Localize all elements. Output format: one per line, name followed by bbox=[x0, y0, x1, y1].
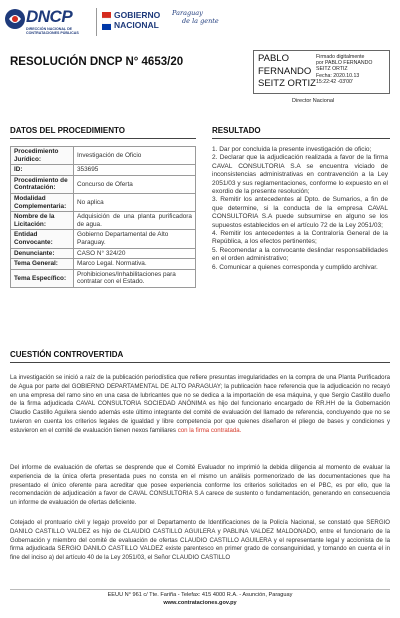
flag-icon bbox=[102, 12, 111, 30]
table-row bbox=[11, 230, 196, 248]
signature-time: 15:22:42 -03'00' bbox=[316, 78, 353, 85]
signer-name-line1: PABLO bbox=[258, 53, 289, 64]
header-divider bbox=[96, 8, 97, 36]
signer-role: Director Nacional bbox=[292, 98, 335, 104]
signature-detail: SEITZ ORTIZ bbox=[316, 66, 348, 73]
result-item: 5. Recomendar a la convocante deslindar responsabilidades en el orden administrativo; bbox=[212, 246, 388, 263]
procedure-field-label: Procedimiento Jurídico: bbox=[11, 147, 74, 165]
issue-heading-rule bbox=[10, 362, 390, 363]
signature-detail: Firmado digitalmente bbox=[316, 54, 365, 60]
title-row bbox=[10, 50, 390, 102]
procedure-field-value: Concurso de Oferta bbox=[74, 175, 196, 193]
dncp-logo bbox=[4, 5, 94, 41]
procedure-field-value: Gobierno Departamental de Alto Paraguay. bbox=[74, 230, 196, 248]
resolution-title: RESOLUCIÓN DNCP N° 4653/20 bbox=[10, 56, 184, 68]
procedure-field-label: Modalidad Complementaria: bbox=[11, 193, 74, 211]
procedure-field-label: Entidad Convocante: bbox=[11, 230, 74, 248]
signature-detail: por PABLO FERNANDO bbox=[316, 60, 373, 67]
gobierno-nacional-logo bbox=[114, 11, 160, 30]
table-row bbox=[11, 259, 196, 270]
procedure-field-value: CASO N° 324/20 bbox=[74, 248, 196, 259]
procedure-field-label: Procedimiento de Contratación: bbox=[11, 175, 74, 193]
slogan-line2: de la gente bbox=[182, 17, 219, 25]
table-row bbox=[11, 212, 196, 230]
issue-paragraph-1-text: La investigación se inició a raíz de la publicación periodística que refiere presuntas irregularidades en la compra de una Planta Purificadora de Agua por parte del GOBIERNO DEPARTAMENTAL DE ALTO PARAGUAY; la publicación hace referencia que la adjudicación no recayó en una empresa del ramo sino en una casa de lubricantes que no se dedica a la importación de esa máquina, y que Sergio Castillo dueño de la firma adjudicada CAVAL CONSULTORIA SOCIEDAD ANÓNIMA es hijo del funcionario encargado de RR.HH de la Gobernación Claudio Castillo Aguilera siendo además este último integrante del comité de evaluación del llamado de referencia, concluyendo que no se tuvieron en cuenta los criterios legales de igualdad y libre competencia por que quienes diseñaron el pliego de bases y condiciones y estuvieron en el comité de evaluación tienen nexos familiares bbox=[10, 374, 390, 434]
signer-name-line3: SEITZ ORTIZ bbox=[258, 78, 316, 89]
result-item: 3. Remitir los antecedentes al Dpto. de Sumarios, a fin de que determine, si la conducta de la empresa CAVAL CONSULTORIA S.A puede subsumirse en alguno se los supuestos establecidos en el artículo 72 de la Ley 2051/03; bbox=[212, 196, 388, 229]
issue-paragraph-1-highlight: con la firma contratada. bbox=[177, 426, 242, 434]
procedure-field-label: Nombre de la Licitación: bbox=[11, 212, 74, 230]
procedure-field-value: No aplica bbox=[74, 193, 196, 211]
result-item: 1. Dar por concluida la presente investigación de oficio; bbox=[212, 146, 372, 153]
procedure-table bbox=[10, 146, 196, 288]
procedure-field-value: Investigación de Oficio bbox=[74, 147, 196, 165]
result-heading: RESULTADO bbox=[212, 126, 261, 135]
gob-line2: NACIONAL bbox=[114, 19, 159, 30]
page-footer bbox=[0, 592, 400, 607]
issue-heading: CUESTIÓN CONTROVERTIDA bbox=[10, 350, 124, 359]
result-item: 6. Comunicar a quienes corresponda y cumplido archivar. bbox=[212, 263, 378, 271]
slogan bbox=[172, 9, 228, 25]
table-row bbox=[11, 193, 196, 211]
table-row bbox=[11, 175, 196, 193]
table-row bbox=[11, 147, 196, 165]
procedure-heading: DATOS DEL PROCEDIMIENTO bbox=[10, 126, 125, 135]
procedure-field-label: ID: bbox=[11, 165, 74, 176]
signature-details bbox=[316, 54, 390, 85]
issue-paragraph-2: Del informe de evaluación de ofertas se desprende que el Comité Evaluador no imprimió la debida diligencia al momento de evaluar la experiencia de la única oferta presentada pues no consta en el mismo un análisis pormenorizado de las documentaciones que ha presentado el único oferente para acreditar que posee experiencia conforme los criterios solicitados en el PBC, es por ello, que la recomendación de adjudicación a favor de CAVAL CONSULTORIA S.A carece de sustento o fundamentación, generando en consecuencia un informe de evaluación de ofertas deficiente. bbox=[10, 464, 390, 507]
procedure-field-value: Adquisición de una planta purificadora de agua. bbox=[74, 212, 196, 230]
table-row bbox=[11, 248, 196, 259]
table-row bbox=[11, 269, 196, 287]
issue-paragraph-3: Cotejado el prontuario civil y legajo proveído por el Departamento de Identificaciones de la Policía Nacional, se constató que SERGIO DANILO CASTILLO VALDEZ es hijo de CLAUDIO CASTILLO AGUILERA y PABLINA VALDEZ MALDONADO, entre el funcionario de la Gobernación y miembro del comité de evaluación de ofertas CLAUDIO CASTILLO AGUILERA y el representante legal y accionista de la firma adjudicada SERGIO DANILO CASTILLO VALDEZ existe parentesco en primer grado de consanguinidad, y tomando en cuenta el in fine del inciso a) del artículo 40 de la Ley 2051/03, el Señor CLAUDIO CASTILLO bbox=[10, 519, 390, 562]
result-item: 2. Declarar que la adjudicación realizada a favor de la firma CAVAL CONSULTORIA S.A se encuentra viciado de inconsistencias administrativas en contravención a la Ley 2051/03 y sus reglamentaciones, conforme lo expuesto en el exordio de la presente resolución; bbox=[212, 154, 388, 196]
procedure-field-label: Denunciante: bbox=[11, 248, 74, 259]
table-row bbox=[11, 165, 196, 176]
issue-paragraph-1 bbox=[10, 374, 390, 436]
dncp-subtitle: DIRECCIÓN NACIONAL DE CONTRATACIONES PÚBLICAS bbox=[26, 27, 79, 36]
gob-line1: GOBIERNO bbox=[114, 10, 161, 20]
result-list bbox=[212, 146, 388, 272]
slogan-line1: Paraguay bbox=[172, 9, 203, 17]
procedure-heading-rule bbox=[10, 138, 196, 139]
signature-date: Fecha: 2020.10.13 bbox=[316, 72, 360, 79]
procedure-field-value: Marco Legal. Normativa. bbox=[74, 259, 196, 270]
footer-website-link[interactable]: www.contrataciones.gov.py bbox=[163, 599, 237, 606]
procedure-field-label: Tema Específico: bbox=[11, 269, 74, 287]
procedure-field-value: Prohibiciones/Inhabilitaciones para contratar con el Estado. bbox=[74, 269, 196, 287]
procedure-field-value: 353695 bbox=[74, 165, 196, 176]
result-item: 4. Remitir los antecedentes a la Contraloría General de la República, a los efectos pertinentes; bbox=[212, 230, 388, 246]
signer-name bbox=[258, 53, 318, 91]
result-heading-rule bbox=[212, 138, 390, 139]
footer-rule bbox=[10, 589, 390, 590]
dncp-wordmark: DNCP bbox=[26, 7, 73, 26]
procedure-field-label: Tema General: bbox=[11, 259, 74, 270]
dncp-emblem-icon bbox=[4, 8, 26, 30]
footer-address: EEUU N° 961 c/ Tte. Fariña - Telefax: 415 4000 R.A. - Asunción, Paraguay bbox=[107, 592, 293, 598]
page-header bbox=[0, 0, 400, 46]
digital-signature-box bbox=[253, 50, 390, 94]
signer-name-line2: FERNANDO bbox=[258, 65, 312, 77]
